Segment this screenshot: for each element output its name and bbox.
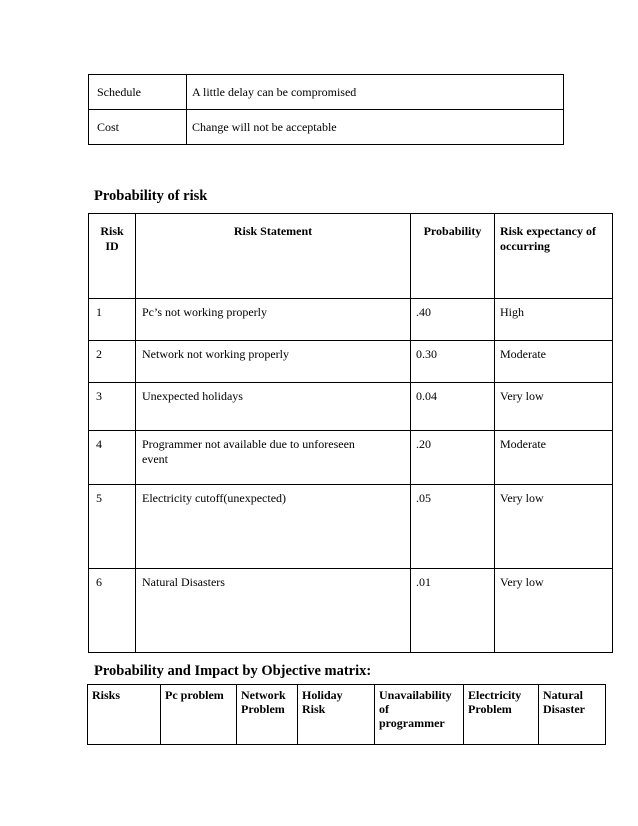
risk-id: 6 [89, 569, 136, 653]
risk-statement: Pc’s not working properly [136, 299, 411, 341]
header-risk-statement: Risk Statement [136, 214, 411, 299]
matrix-header-unavailability [375, 685, 464, 745]
risk-expectancy: Moderate [495, 341, 613, 383]
table-header-row [88, 685, 606, 745]
impact-matrix-table [87, 684, 606, 745]
risk-probability: .01 [411, 569, 495, 653]
risk-id: 5 [89, 485, 136, 569]
risk-probability: .20 [411, 431, 495, 485]
table-row [89, 383, 613, 431]
header-line: Natural [543, 688, 583, 702]
table-header-row [89, 214, 613, 299]
risk-statement: Unexpected holidays [136, 383, 411, 431]
risk-statement: Network not working properly [136, 341, 411, 383]
risk-expectancy: Very low [495, 383, 613, 431]
risk-id: 3 [89, 383, 136, 431]
matrix-header-risks [88, 685, 161, 745]
schedule-cost-table [88, 74, 564, 145]
matrix-header-holiday-risk [298, 685, 375, 745]
header-line: programmer [379, 716, 445, 730]
risk-statement: Natural Disasters [136, 569, 411, 653]
table-row [89, 431, 613, 485]
row-value: A little delay can be compromised [187, 75, 564, 110]
risk-id: 2 [89, 341, 136, 383]
risk-id: 4 [89, 431, 136, 485]
header-line: Risks [92, 688, 121, 702]
risk-probability: .05 [411, 485, 495, 569]
table-row [89, 75, 564, 110]
matrix-header-electricity-problem [464, 685, 539, 745]
matrix-header-natural-disaster [539, 685, 606, 745]
header-line: Problem [241, 702, 285, 716]
row-label: Schedule [89, 75, 187, 110]
header-probability: Probability [411, 214, 495, 299]
risk-expectancy: Moderate [495, 431, 613, 485]
header-line: Unavailability [379, 688, 452, 702]
risk-probability: 0.04 [411, 383, 495, 431]
risk-id: 1 [89, 299, 136, 341]
risk-expectancy: Very low [495, 485, 613, 569]
table-row [89, 110, 564, 145]
header-risk-id-line1: Risk [100, 224, 124, 238]
header-line: Problem [468, 702, 512, 716]
header-line: Disaster [543, 702, 585, 716]
matrix-header-pc-problem [161, 685, 237, 745]
row-label: Cost [89, 110, 187, 145]
probability-heading: Probability of risk [94, 188, 208, 204]
probability-table [88, 213, 613, 653]
row-value: Change will not be acceptable [187, 110, 564, 145]
header-line: Electricity [468, 688, 522, 702]
header-line: Pc problem [165, 688, 224, 702]
header-expectancy: Risk expectancy of occurring [495, 214, 613, 299]
header-line: of [379, 702, 389, 716]
table-row [89, 485, 613, 569]
matrix-header-network-problem [237, 685, 298, 745]
table-row [89, 299, 613, 341]
table-row [89, 569, 613, 653]
header-line: Network [241, 688, 286, 702]
header-line: Risk [302, 702, 326, 716]
risk-expectancy: Very low [495, 569, 613, 653]
risk-expectancy: High [495, 299, 613, 341]
risk-probability: 0.30 [411, 341, 495, 383]
header-risk-id-line2: ID [105, 239, 119, 253]
header-line: Holiday [302, 688, 343, 702]
risk-probability: .40 [411, 299, 495, 341]
risk-statement: Electricity cutoff(unexpected) [136, 485, 411, 569]
matrix-heading: Probability and Impact by Objective matrix: [94, 663, 372, 679]
table-row [89, 341, 613, 383]
header-risk-id [89, 214, 136, 299]
risk-statement: Programmer not available due to unforeseen event [136, 431, 411, 485]
